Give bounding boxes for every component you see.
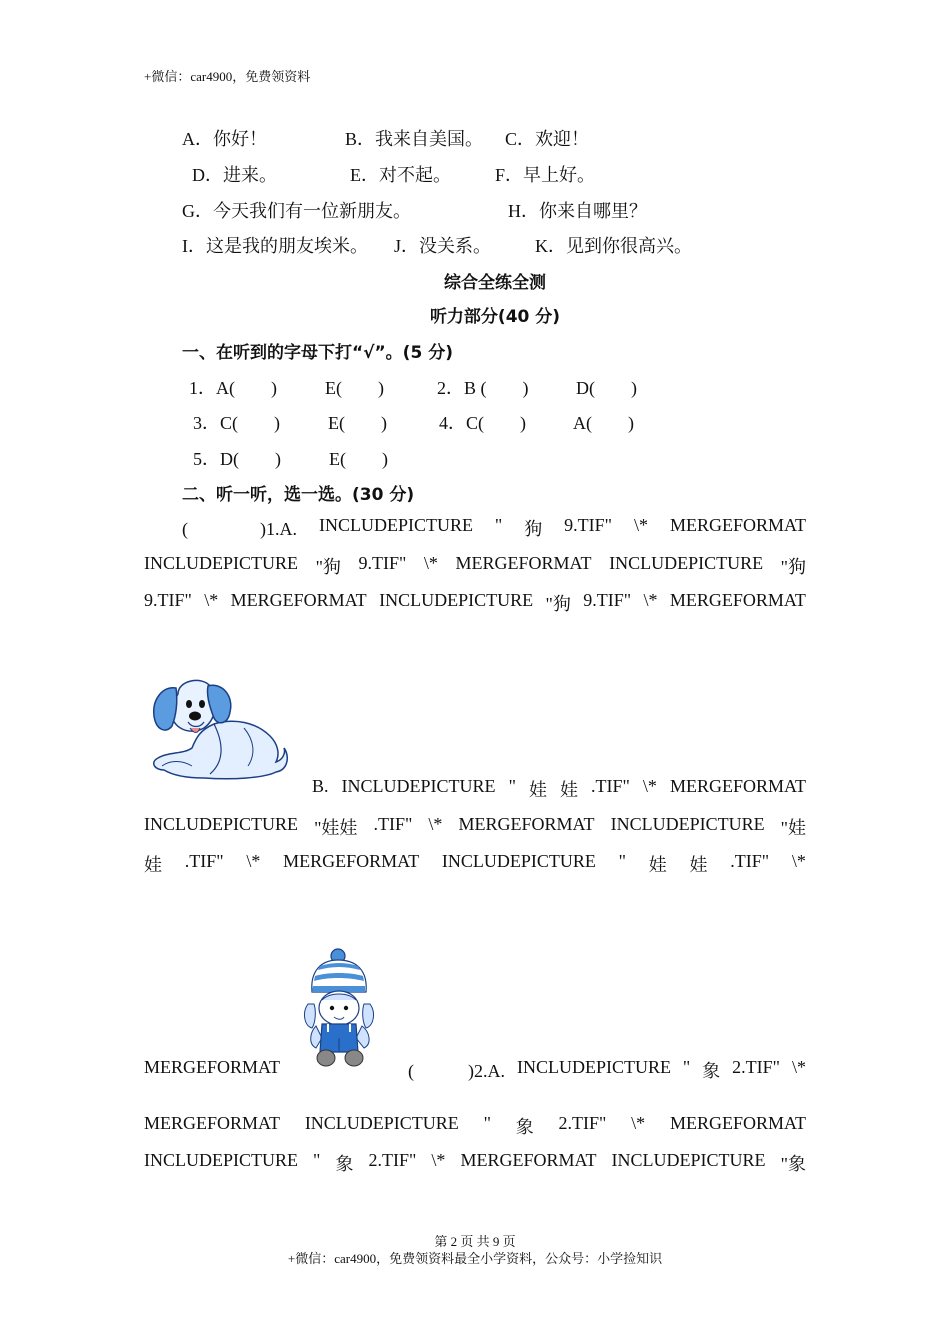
text-token: 象 bbox=[702, 1061, 721, 1081]
text-token: \* bbox=[246, 851, 261, 871]
option-h: H．你来自哪里？ bbox=[508, 201, 647, 221]
text-token: \* bbox=[642, 776, 657, 796]
text-token: .TIF" bbox=[373, 814, 413, 834]
q1-item: E( ) bbox=[328, 413, 387, 433]
text-token: \* bbox=[633, 515, 648, 535]
text-token: B. bbox=[312, 776, 329, 796]
text-token: 娃 bbox=[648, 855, 667, 875]
text-token: " bbox=[508, 776, 516, 796]
text-token: \* bbox=[431, 1150, 446, 1170]
text-token: INCLUDEPICTURE bbox=[341, 776, 496, 796]
listening-label: 听力部分(40 分) bbox=[429, 307, 561, 327]
text-token: 狗 bbox=[524, 519, 543, 539]
q1-item: 4．C( ) bbox=[439, 413, 526, 433]
text-token: \* bbox=[423, 553, 438, 573]
text-token: 9.TIF" bbox=[358, 553, 407, 573]
text-token: INCLUDEPICTURE bbox=[609, 553, 764, 573]
text-token: MERGEFORMAT bbox=[458, 814, 595, 834]
text-token: .TIF" bbox=[730, 851, 770, 871]
text-token: 娃 bbox=[144, 855, 162, 875]
q2-line-7 bbox=[408, 1057, 806, 1083]
text-token: \* bbox=[643, 590, 658, 610]
text-token: INCLUDEPICTURE bbox=[610, 814, 765, 834]
text-token: MERGEFORMAT bbox=[669, 590, 806, 610]
option-b: B．我来自美国。 bbox=[345, 129, 484, 149]
text-token: MERGEFORMAT bbox=[669, 1113, 806, 1133]
text-token: INCLUDEPICTURE bbox=[611, 1150, 766, 1170]
q2-line-6 bbox=[144, 851, 806, 877]
text-token: " bbox=[313, 1150, 321, 1170]
text-token: INCLUDEPICTURE bbox=[318, 515, 473, 535]
page-number: 第 2 页 共 9 页 bbox=[434, 1234, 516, 1249]
text-token: "娃娃 bbox=[314, 818, 358, 838]
q1-item: D( ) bbox=[576, 378, 637, 398]
q2-line-1 bbox=[182, 515, 806, 541]
text-token: " bbox=[483, 1113, 491, 1133]
option-c: C．欢迎！ bbox=[505, 129, 590, 149]
text-token: "狗 bbox=[545, 594, 571, 614]
text-token: ( )2.A. bbox=[408, 1061, 505, 1081]
option-f: F．早上好。 bbox=[495, 165, 596, 185]
q2-line-5 bbox=[144, 814, 806, 840]
text-token: 9.TIF" bbox=[144, 590, 192, 610]
text-token: 9.TIF" bbox=[583, 590, 632, 610]
text-token: "狗 bbox=[780, 557, 806, 577]
text-token: \* bbox=[631, 1113, 646, 1133]
text-token: INCLUDEPICTURE bbox=[144, 1150, 298, 1170]
text-token: 娃 bbox=[560, 780, 578, 800]
text-token: MERGEFORMAT bbox=[460, 1150, 597, 1170]
q1-item: 2．B ( ) bbox=[437, 378, 529, 398]
text-token: 9.TIF" bbox=[564, 515, 613, 535]
text-token: \* bbox=[204, 590, 219, 610]
q2-line-9 bbox=[144, 1150, 806, 1176]
text-token: INCLUDEPICTURE bbox=[144, 553, 298, 573]
q1-item: 5．D( ) bbox=[193, 449, 281, 469]
text-token: MERGEFORMAT bbox=[669, 776, 806, 796]
text-token: MERGEFORMAT bbox=[455, 553, 592, 573]
option-d: D．进来。 bbox=[192, 165, 277, 185]
text-token: 象 bbox=[335, 1154, 354, 1174]
q2-line-3 bbox=[144, 590, 806, 616]
text-token: 2.TIF" bbox=[368, 1150, 417, 1170]
text-token: 娃 bbox=[528, 780, 547, 800]
option-i: I．这是我的朋友埃米。 bbox=[182, 236, 368, 256]
option-e: E．对不起。 bbox=[350, 165, 451, 185]
text-token: .TIF" bbox=[184, 851, 224, 871]
text-token: \* bbox=[791, 851, 806, 871]
text-token: "象 bbox=[780, 1154, 806, 1174]
text-token: INCLUDEPICTURE bbox=[441, 851, 596, 871]
text-token: INCLUDEPICTURE bbox=[516, 1057, 671, 1077]
text-token: MERGEFORMAT bbox=[283, 851, 420, 871]
text-token: INCLUDEPICTURE bbox=[304, 1113, 459, 1133]
option-j: J．没关系。 bbox=[394, 236, 492, 256]
text-token: 2.TIF" bbox=[732, 1057, 781, 1077]
text-token: .TIF" bbox=[591, 776, 630, 796]
text-token: INCLUDEPICTURE bbox=[144, 814, 298, 834]
q2-line-7-start: MERGEFORMAT bbox=[144, 1057, 281, 1077]
q2-heading: 二、听一听，选一选。(30 分) bbox=[182, 485, 415, 505]
doll-picture bbox=[298, 948, 380, 1072]
listening-title bbox=[0, 302, 950, 327]
option-k: K．见到你很高兴。 bbox=[535, 236, 692, 256]
q2-line-8 bbox=[144, 1113, 806, 1139]
text-token: MERGEFORMAT bbox=[144, 1113, 281, 1133]
text-token: \* bbox=[428, 814, 443, 834]
text-token: \* bbox=[791, 1057, 806, 1077]
option-g: G．今天我们有一位新朋友。 bbox=[182, 201, 411, 221]
page-header: +微信：car4900，免费领资料 bbox=[144, 69, 311, 84]
q1-heading: 一、在听到的字母下打“√”。(5 分) bbox=[182, 343, 453, 363]
text-token: " bbox=[682, 1057, 691, 1077]
option-a: A．你好！ bbox=[182, 129, 267, 149]
text-token: "娃 bbox=[780, 818, 806, 838]
q1-item: 1．A( ) bbox=[189, 378, 277, 398]
text-token: MERGEFORMAT bbox=[669, 515, 806, 535]
text-token: " bbox=[618, 851, 627, 871]
dog-picture bbox=[144, 674, 290, 792]
text-token: 象 bbox=[515, 1117, 534, 1137]
text-token: "狗 bbox=[315, 557, 341, 577]
text-token: " bbox=[494, 515, 503, 535]
text-token: 2.TIF" bbox=[558, 1113, 607, 1133]
text-token: 娃 bbox=[689, 855, 708, 875]
q2-line-2 bbox=[144, 553, 806, 579]
q2-line-4 bbox=[312, 776, 806, 802]
q1-item: E( ) bbox=[325, 378, 384, 398]
q1-item: 3．C( ) bbox=[193, 413, 280, 433]
q1-item: A( ) bbox=[573, 413, 634, 433]
text-token: INCLUDEPICTURE bbox=[379, 590, 534, 610]
text-token: MERGEFORMAT bbox=[230, 590, 367, 610]
q1-item: E( ) bbox=[329, 449, 388, 469]
section-title: 综合全练全测 bbox=[444, 273, 546, 293]
text-token: ( )1.A. bbox=[182, 519, 297, 539]
footer-promo: +微信：car4900，免费领资料最全小学资料，公众号：小学捡知识 bbox=[287, 1251, 663, 1266]
